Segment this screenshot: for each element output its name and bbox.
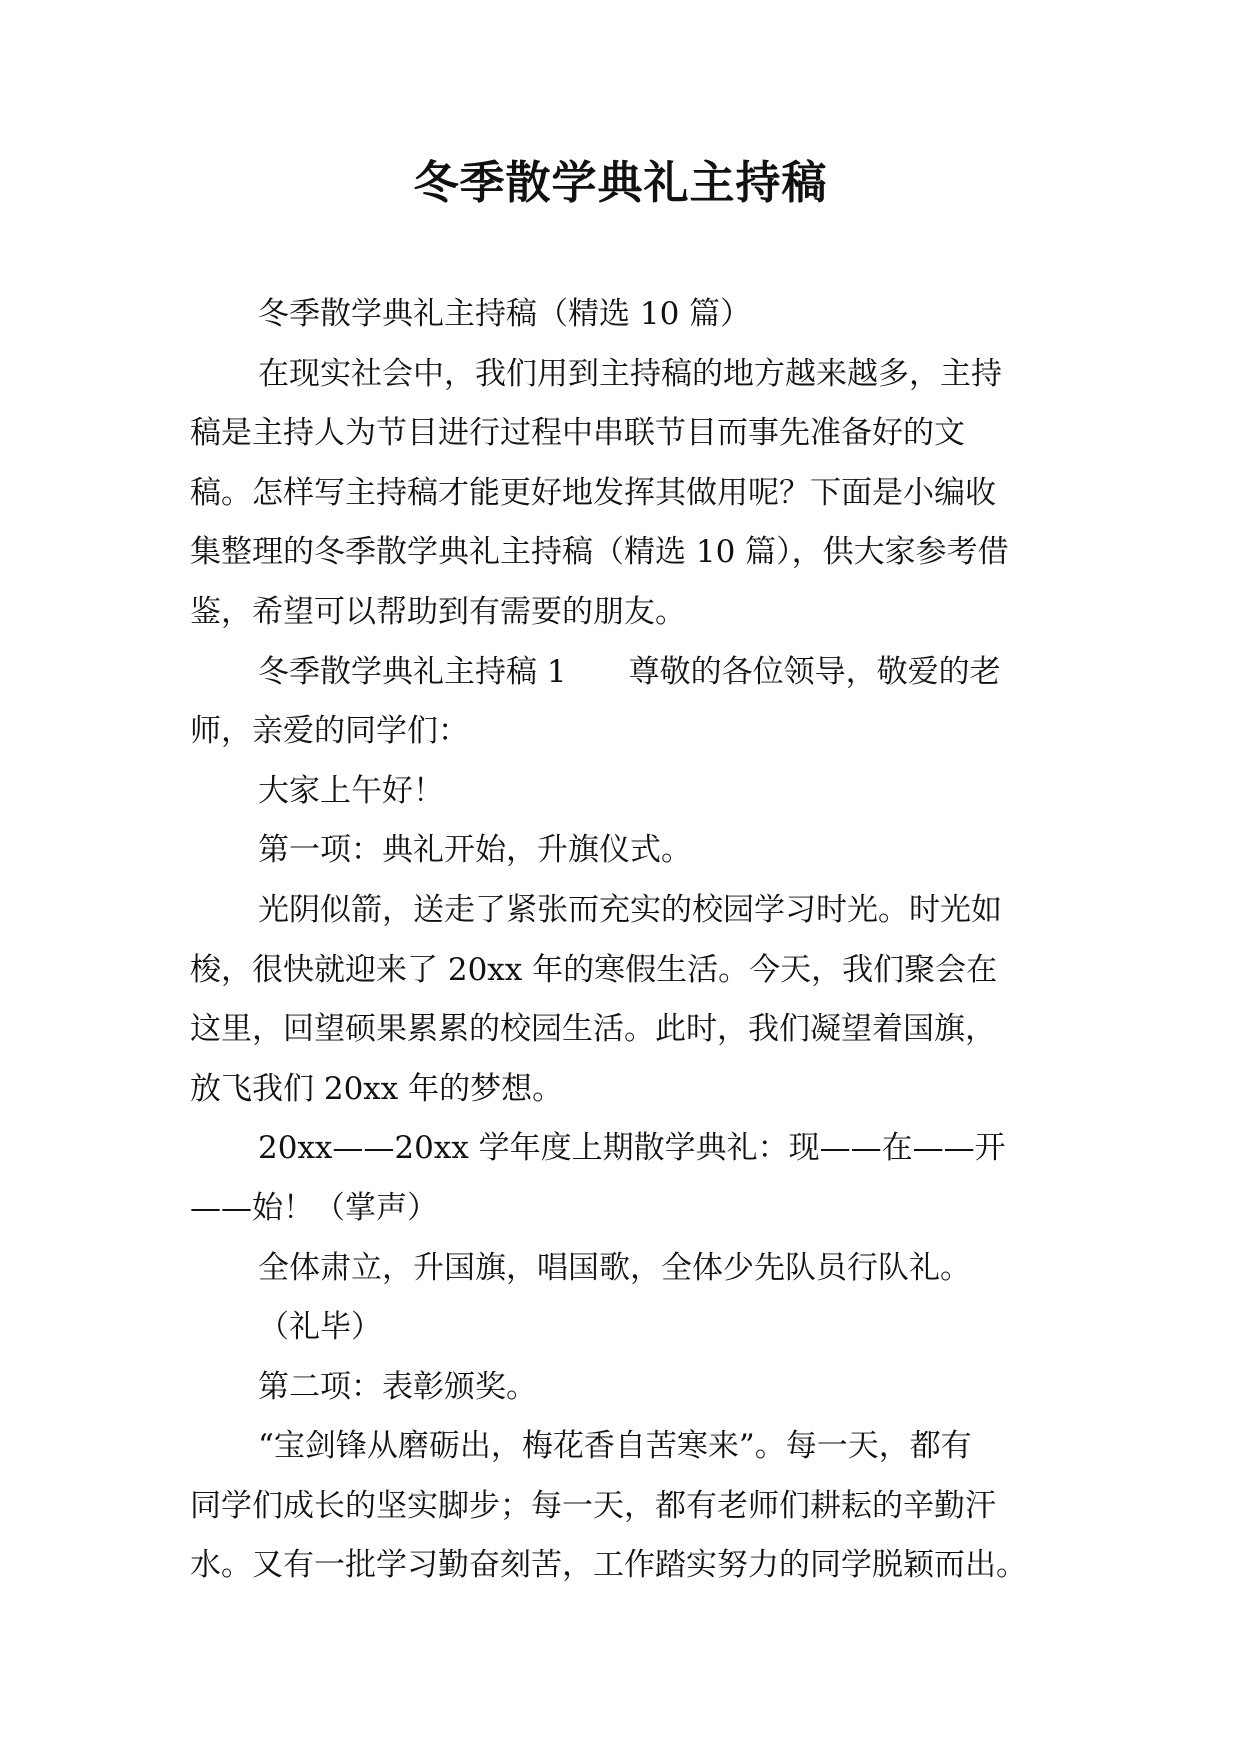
text-line: 光阴似箭，送走了紧张而充实的校园学习时光。时光如 [258, 891, 1002, 928]
text-line: 稿。怎样写主持稿才能更好地发挥其做用呢？下面是小编收 [190, 474, 996, 511]
text-line: 集整理的冬季散学典礼主持稿（精选 10 篇），供大家参考借 [190, 534, 1009, 571]
text-line: 这里，回望硕果累累的校园生活。此时，我们凝望着国旗， [190, 1011, 996, 1048]
text-line: 放飞我们 20xx 年的梦想。 [190, 1070, 564, 1107]
text-line: 在现实社会中，我们用到主持稿的地方越来越多，主持 [258, 355, 1002, 392]
document-body [190, 285, 1052, 1596]
text-line: 大家上午好！ [258, 772, 444, 809]
text-line: 20xx——20xx 学年度上期散学典礼：现——在——开 [258, 1130, 1006, 1167]
text-line: ——始！（掌声） [190, 1189, 438, 1226]
document-title: 冬季散学典礼主持稿 [413, 156, 828, 209]
text-line: 同学们成长的坚实脚步；每一天，都有老师们耕耘的辛勤汗 [190, 1487, 996, 1524]
text-line: 梭，很快就迎来了 20xx 年的寒假生活。今天，我们聚会在 [190, 951, 998, 988]
text-line: 第二项：表彰颁奖。 [258, 1368, 537, 1405]
text-line: “宝剑锋从磨砺出，梅花香自苦寒来”。每一天，都有 [258, 1428, 972, 1465]
text-line: 冬季散学典礼主持稿 1 尊敬的各位领导，敬爱的老 [258, 653, 1001, 690]
text-line: 鉴，希望可以帮助到有需要的朋友。 [190, 593, 686, 630]
text-line: 全体肃立，升国旗，唱国歌，全体少先队员行队礼。 [258, 1249, 971, 1286]
text-line: 冬季散学典礼主持稿（精选 10 篇） [258, 296, 752, 332]
text-line: 师，亲爱的同学们： [190, 713, 469, 750]
text-line: （礼毕） [258, 1309, 382, 1346]
text-line: 稿是主持人为节目进行过程中串联节目而事先准备好的文 [190, 415, 965, 452]
text-line: 第一项：典礼开始，升旗仪式。 [258, 832, 692, 869]
text-line: 水。又有一批学习勤奋刻苦，工作踏实努力的同学脱颖而出。 [190, 1547, 1027, 1584]
